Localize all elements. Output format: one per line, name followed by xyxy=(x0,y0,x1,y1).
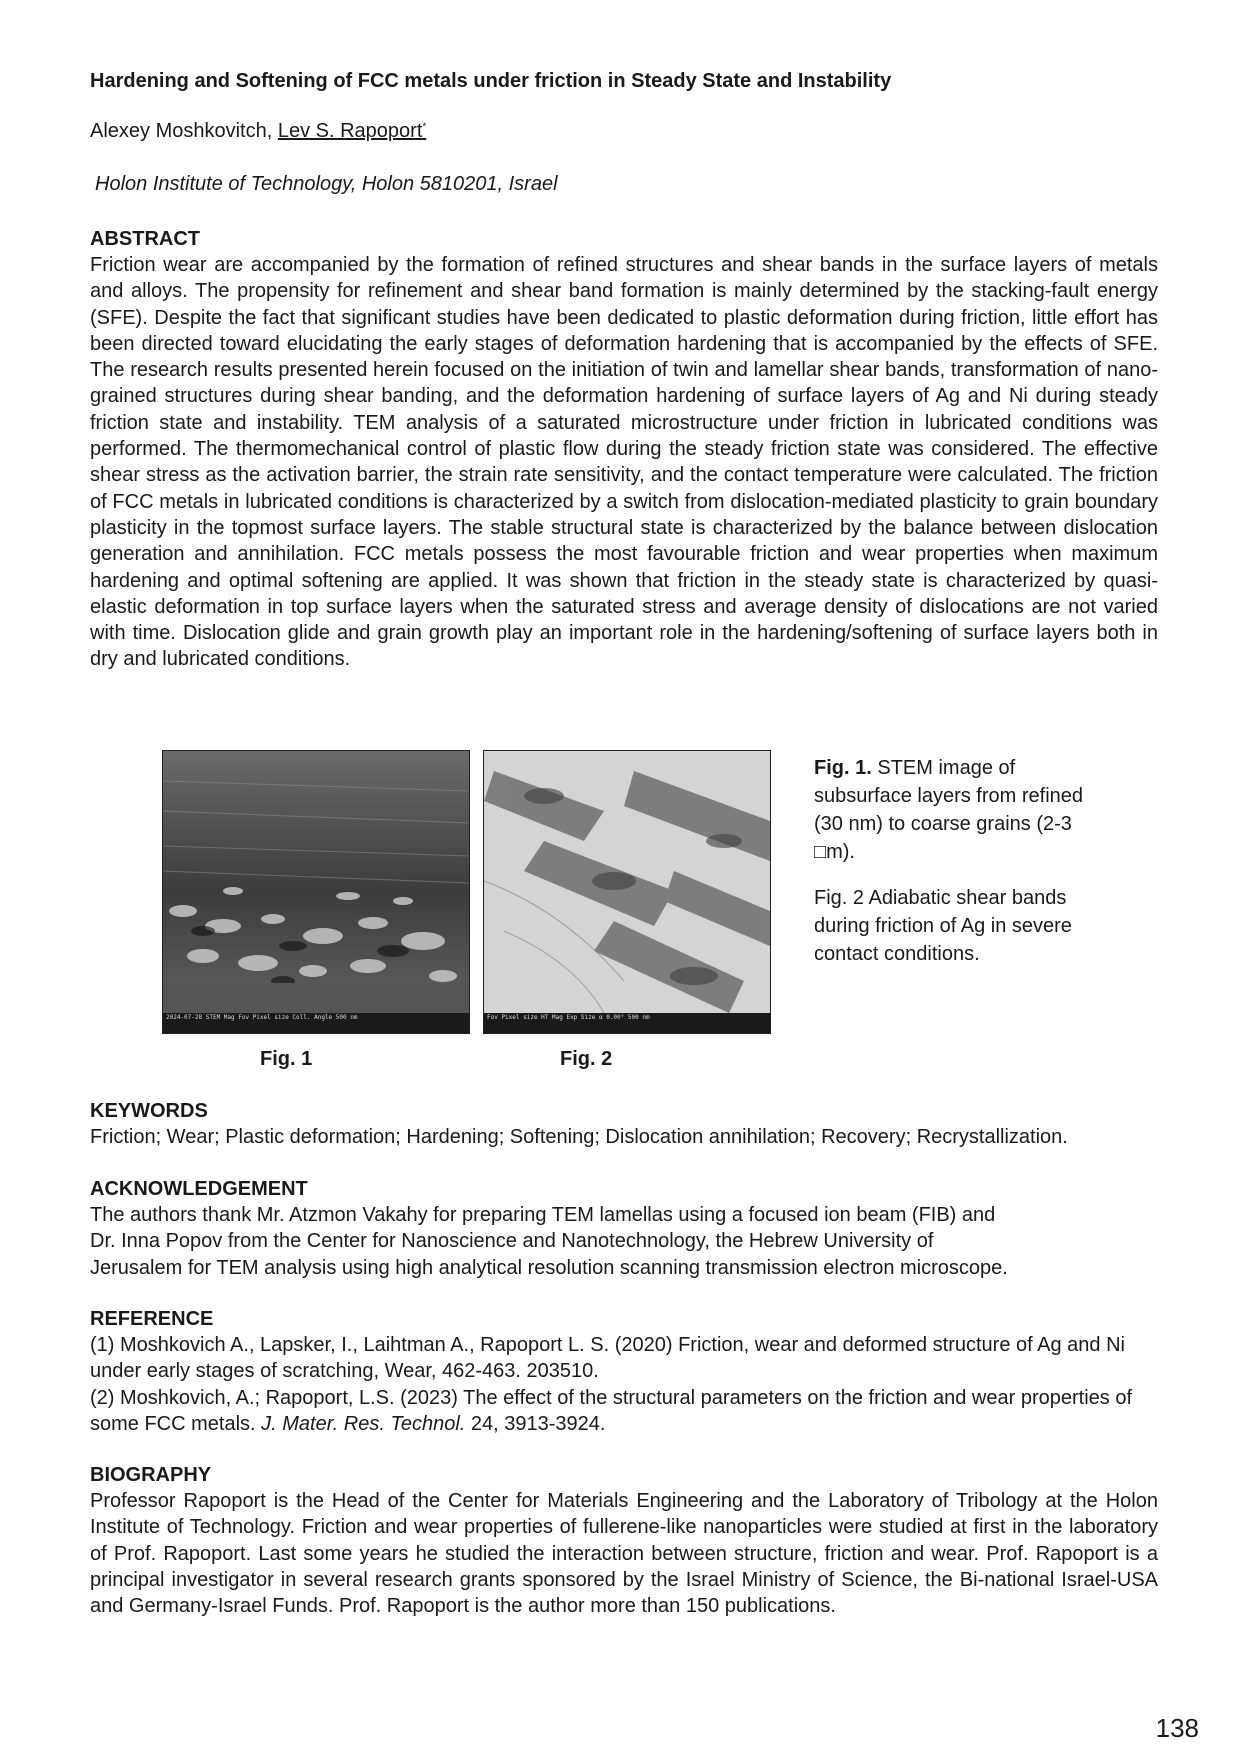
author-line xyxy=(90,120,426,143)
fig1-caption xyxy=(814,754,1114,866)
affiliation: Holon Institute of Technology, Holon 5810201, Israel xyxy=(95,173,558,195)
acknowledgement-section xyxy=(90,1176,1158,1281)
fig1-label: Fig. 1 xyxy=(260,1048,313,1070)
fig2-tem-image xyxy=(483,750,771,1034)
figures-block xyxy=(90,750,1158,1080)
corresponding-mark: * xyxy=(422,121,427,133)
fig1-stem-image xyxy=(162,750,470,1034)
reference-2-journal: J. Mater. Res. Technol. xyxy=(261,1412,466,1435)
paper-title: Hardening and Softening of FCC metals under friction in Steady State and Instability xyxy=(90,70,892,92)
fig2-micrograph-graphic xyxy=(484,751,770,1033)
fig1-micrograph-graphic xyxy=(163,751,469,1033)
acknowledgement-heading: ACKNOWLEDGEMENT xyxy=(90,1178,308,1200)
abstract-text: Friction wear are accompanied by the formation of refined structures and shear bands in the surface layers of metals and alloys. The propensity for refinement and shear band formation is mainly determined by the stacking-fault energy (SFE). Despite the fact that significant studies have been dedicated to plastic deformation during friction, little effort has been directed toward elucidating the early stages of deformation hardening that is accompanied by the effects of SFE. The research results presented herein focused on the initiation of twin and lamellar shear bands, transformation of nano-grained structures during shear banding, and the deformation hardening of surface layers of Ag and Ni during steady friction state and instability. TEM analysis of a saturated microstructure under friction in lubricated conditions was performed. The thermomechanical control of plastic flow during the steady friction state was considered. The effective shear stress as the activation barrier, the strain rate sensitivity, and the contact temperature were calculated. The friction of FCC metals in lubricated conditions is characterized by a switch from dislocation-mediated plasticity to grain boundary plasticity in the topmost surface layers. The stable structural state is characterized by the balance between dislocation generation and annihilation. FCC metals possess the most favourable friction and wear properties when maximum hardening and optimal softening are applied. It was shown that friction in the steady state is characterized by quasi-elastic deformation in top surface layers when the saturated stress and average density of dislocations are not varied with time. Dislocation glide and grain growth play an important role in the hardening/softening of surface layers both in dry and lubricated conditions. xyxy=(90,254,1158,671)
keywords-heading: KEYWORDS xyxy=(90,1100,208,1122)
author-1: Alexey Moshkovitch, xyxy=(90,120,273,142)
acknowledgement-line-2: Dr. Inna Popov from the Center for Nanoscience and Nanotechnology, the Hebrew University of xyxy=(90,1230,934,1253)
page-number: 138 xyxy=(1155,1713,1199,1743)
acknowledgement-line-3: Jerusalem for TEM analysis using high analytical resolution scanning transmission electron microscope. xyxy=(90,1256,1008,1279)
fig2-caption: Fig. 2 Adiabatic shear bands during friction of Ag in severe contact conditions. xyxy=(814,887,1072,965)
biography-heading: BIOGRAPHY xyxy=(90,1464,212,1486)
reference-section xyxy=(90,1306,1158,1437)
reference-2: (2) Moshkovich, A.; Rapoport, L.S. (2023) The effect of the structural parameters on the friction and wear properties of some FCC metals. J. Mater. Res. Technol. 24, 3913-3924. xyxy=(90,1386,1133,1435)
reference-heading: REFERENCE xyxy=(90,1308,214,1330)
abstract-section xyxy=(90,226,1158,673)
biography-section xyxy=(90,1462,1158,1619)
acknowledgement-line-1: The authors thank Mr. Atzmon Vakahy for preparing TEM lamellas using a focused ion beam (FIB) and xyxy=(90,1204,996,1226)
fig1-caption-text: STEM image of subsurface layers from refined (30 nm) to coarse grains (2-3 □m). xyxy=(814,757,1084,863)
fig1-caption-prefix: Fig. 1. xyxy=(814,757,872,779)
reference-1: (1) Moshkovich A., Lapsker, I., Laihtman A., Rapoport L. S. (2020) Friction, wear and deformed structure of Ag and Ni under early stages of scratching, Wear, 462-463. 203510. xyxy=(90,1334,1125,1383)
fig1-info-bar: 2024-07-28 STEM Mag Fov Pixel size Coll. Angle 500 nm xyxy=(163,1013,469,1033)
abstract-heading: ABSTRACT xyxy=(90,228,200,250)
keywords-text: Friction; Wear; Plastic deformation; Hardening; Softening; Dislocation annihilation; Recovery; Recrystallization. xyxy=(90,1126,1068,1148)
author-2: Lev S. Rapoport* xyxy=(277,120,427,142)
keywords-section xyxy=(90,1098,1190,1150)
fig2-info-bar: Fov Pixel size HT Mag Exp Size α 0.00° 500 nm xyxy=(484,1013,770,1033)
fig2-label: Fig. 2 xyxy=(560,1048,613,1070)
biography-text: Professor Rapoport is the Head of the Center for Materials Engineering and the Laboratory of Tribology at the Holon Institute of Technology. Friction and wear properties of fullerene-like nanoparticles were studied at first in the laboratory of Prof. Rapoport. Last some years he studied the interaction between structure, friction and wear. Prof. Rapoport is a principal investigator in several research grants sponsored by the Israel Ministry of Science, the Bi-national Israel-USA and Germany-Israel Funds. Prof. Rapoport is the author more than 150 publications. xyxy=(90,1490,1158,1618)
